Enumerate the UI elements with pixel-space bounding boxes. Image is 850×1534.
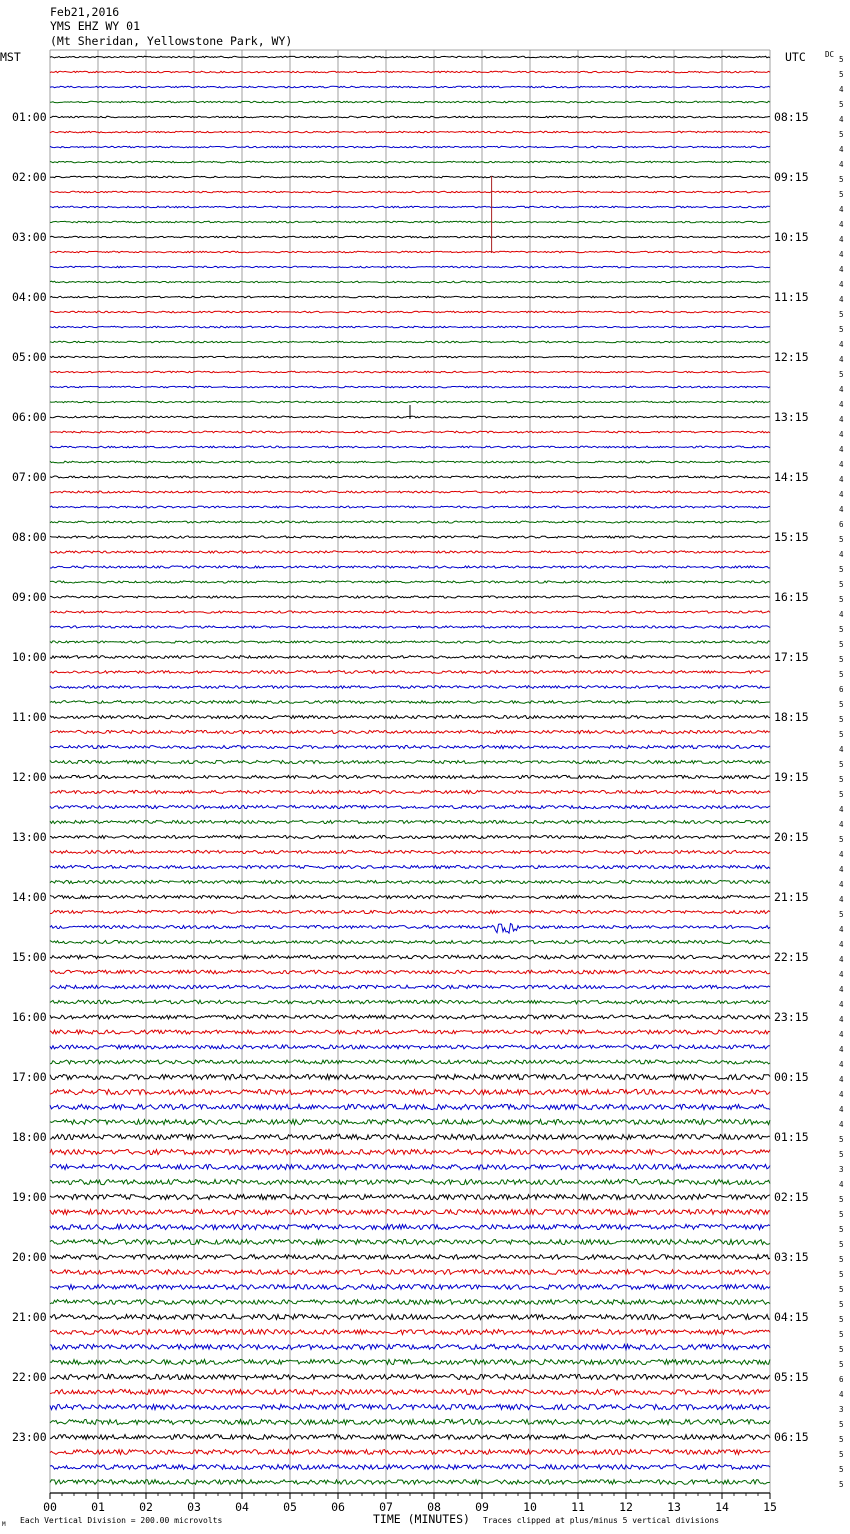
- trace-row: [50, 386, 770, 388]
- trace-row: [50, 910, 770, 913]
- dc-value: 4: [839, 490, 844, 499]
- trace-row: [50, 161, 770, 163]
- header-date: Feb21,2016: [50, 5, 120, 19]
- trace-row: [50, 56, 770, 58]
- left-hour-label: 12:00: [12, 770, 47, 784]
- trace-row: [50, 1480, 770, 1485]
- dc-value: 4: [839, 865, 844, 874]
- x-axis: [43, 1493, 777, 1514]
- trace-row: [50, 536, 770, 538]
- dc-value: 4: [839, 850, 844, 859]
- dc-value: 5: [839, 70, 844, 79]
- x-tick-label: 06: [331, 1500, 345, 1514]
- dc-value: 4: [839, 220, 844, 229]
- dc-value: 4: [839, 250, 844, 259]
- right-hour-label: 03:15: [774, 1250, 809, 1264]
- trace-row: [50, 581, 770, 583]
- trace-row: [50, 1209, 770, 1214]
- trace-row: [50, 790, 770, 793]
- trace-row: [50, 715, 770, 718]
- trace-rows: [50, 56, 770, 1484]
- dc-value: 5: [839, 1465, 844, 1474]
- trace-row: [50, 1285, 770, 1290]
- trace-row: [50, 1465, 770, 1470]
- dc-value: 4: [839, 1390, 844, 1399]
- dc-value: 4: [839, 1015, 844, 1024]
- x-tick-label: 09: [475, 1500, 489, 1514]
- trace-row: [50, 1374, 770, 1379]
- trace-row: [50, 1074, 770, 1079]
- header: [50, 5, 292, 48]
- trace-row: [50, 730, 770, 733]
- dc-value: 5: [839, 1210, 844, 1219]
- trace-row: [50, 1119, 770, 1124]
- trace-row: [50, 760, 770, 763]
- dc-value: 4: [839, 265, 844, 274]
- right-hour-label: 06:15: [774, 1430, 809, 1444]
- trace-row: [50, 955, 770, 959]
- left-hour-label: 04:00: [12, 290, 47, 304]
- dc-value: 4: [839, 805, 844, 814]
- right-hour-label: 22:15: [774, 950, 809, 964]
- trace-row: [50, 551, 770, 553]
- left-hour-label: 10:00: [12, 650, 47, 664]
- left-hour-label: 05:00: [12, 350, 47, 364]
- dc-value: 4: [839, 400, 844, 409]
- dc-value: 5: [839, 1450, 844, 1459]
- dc-value: 5: [839, 730, 844, 739]
- trace-row: [50, 1255, 770, 1260]
- left-hour-labels: [12, 110, 47, 1444]
- dc-value: 5: [839, 325, 844, 334]
- left-hour-label: 21:00: [12, 1310, 47, 1324]
- trace-row: [50, 970, 770, 974]
- trace-row: [50, 1435, 770, 1440]
- trace-row: [50, 1045, 770, 1049]
- right-timezone-label: UTC: [785, 50, 806, 64]
- trace-row: [50, 626, 770, 628]
- left-hour-label: 17:00: [12, 1070, 47, 1084]
- dc-value: 5: [839, 790, 844, 799]
- x-tick-label: 13: [667, 1500, 681, 1514]
- dc-value: 4: [839, 955, 844, 964]
- right-hour-label: 04:15: [774, 1310, 809, 1324]
- dc-value: 5: [839, 1315, 844, 1324]
- right-hour-label: 16:15: [774, 590, 809, 604]
- dc-value: 5: [839, 1270, 844, 1279]
- trace-row: [50, 1089, 770, 1094]
- left-hour-label: 14:00: [12, 890, 47, 904]
- dc-value: 5: [839, 1480, 844, 1489]
- trace-row: [50, 596, 770, 598]
- trace-row: [50, 431, 770, 433]
- dc-value: 5: [839, 130, 844, 139]
- trace-row: [50, 341, 770, 343]
- trace-row: [50, 86, 770, 88]
- dc-value: 4: [839, 475, 844, 484]
- trace-row: [50, 1164, 770, 1169]
- left-hour-label: 15:00: [12, 950, 47, 964]
- trace-row: [50, 895, 770, 898]
- dc-value: 4: [839, 295, 844, 304]
- dc-value: 4: [839, 1075, 844, 1084]
- x-tick-label: 01: [91, 1500, 105, 1514]
- dc-value: 5: [839, 1135, 844, 1144]
- dc-value: 5: [839, 1300, 844, 1309]
- trace-row: [50, 686, 770, 689]
- trace-row: [50, 940, 770, 943]
- left-timezone-label: MST: [0, 50, 21, 64]
- dc-value: 5: [839, 1435, 844, 1444]
- right-hour-label: 11:15: [774, 290, 809, 304]
- dc-value: 5: [839, 775, 844, 784]
- dc-value: 4: [839, 610, 844, 619]
- dc-value: 4: [839, 880, 844, 889]
- trace-row: [50, 221, 770, 223]
- dc-value: 5: [839, 175, 844, 184]
- left-hour-label: 11:00: [12, 710, 47, 724]
- dc-value: 5: [839, 700, 844, 709]
- trace-row: [50, 865, 770, 868]
- trace-row: [50, 1000, 770, 1004]
- trace-row: [50, 266, 770, 268]
- dc-value: 4: [839, 1120, 844, 1129]
- trace-row: [50, 850, 770, 853]
- right-hour-label: 18:15: [774, 710, 809, 724]
- trace-row: [50, 820, 770, 823]
- trace-row: [50, 311, 770, 313]
- trace-row: [50, 296, 770, 298]
- right-hour-label: 01:15: [774, 1130, 809, 1144]
- dc-value: 6: [839, 1375, 844, 1384]
- trace-row: [50, 1224, 770, 1229]
- dc-value: 5: [839, 1195, 844, 1204]
- dc-value: 5: [839, 1345, 844, 1354]
- right-hour-label: 05:15: [774, 1370, 809, 1384]
- trace-row: [50, 1015, 770, 1019]
- x-tick-label: 15: [763, 1500, 777, 1514]
- trace-row: [50, 1359, 770, 1364]
- trace-row: [50, 1389, 770, 1394]
- trace-row: [50, 671, 770, 674]
- right-hour-label: 00:15: [774, 1070, 809, 1084]
- right-hour-labels: [774, 110, 809, 1444]
- x-tick-label: 08: [427, 1500, 441, 1514]
- dc-value: 5: [839, 190, 844, 199]
- x-tick-label: 10: [523, 1500, 537, 1514]
- header-station: YMS EHZ WY 01: [50, 19, 141, 33]
- dc-value: 5: [839, 1255, 844, 1264]
- dc-value: 4: [839, 460, 844, 469]
- dc-value: 4: [839, 820, 844, 829]
- dc-value: 4: [839, 895, 844, 904]
- right-hour-label: 12:15: [774, 350, 809, 364]
- dc-value: 4: [839, 85, 844, 94]
- trace-row: [50, 1450, 770, 1455]
- right-hour-label: 10:15: [774, 230, 809, 244]
- left-hour-label: 01:00: [12, 110, 47, 124]
- trace-row: [50, 206, 770, 208]
- dc-value: 5: [839, 595, 844, 604]
- trace-row: [50, 356, 770, 358]
- trace-row: [50, 775, 770, 778]
- dc-value: 4: [839, 985, 844, 994]
- trace-row: [50, 326, 770, 328]
- dc-value: 5: [839, 1150, 844, 1159]
- trace-row: [50, 641, 770, 643]
- left-hour-label: 03:00: [12, 230, 47, 244]
- dc-value: 4: [839, 160, 844, 169]
- trace-row: [50, 1060, 770, 1064]
- dc-value: 4: [839, 430, 844, 439]
- right-hour-label: 09:15: [774, 170, 809, 184]
- trace-row: [50, 835, 770, 838]
- dc-value: 4: [839, 1045, 844, 1054]
- trace-row: [50, 116, 770, 118]
- dc-value: 3: [839, 1165, 844, 1174]
- trace-row: [50, 1329, 770, 1334]
- dc-value: 4: [839, 145, 844, 154]
- x-tick-label: 04: [235, 1500, 249, 1514]
- trace-row: [50, 506, 770, 508]
- dc-value: 4: [839, 940, 844, 949]
- dc-value: 4: [839, 1000, 844, 1009]
- dc-value: 5: [839, 625, 844, 634]
- corner-mark: M: [2, 1521, 6, 1528]
- trace-row: [50, 880, 770, 883]
- right-hour-label: 02:15: [774, 1190, 809, 1204]
- right-hour-label: 17:15: [774, 650, 809, 664]
- trace-row: [50, 1030, 770, 1034]
- dc-value: 4: [839, 970, 844, 979]
- dc-value: 4: [839, 115, 844, 124]
- right-hour-label: 21:15: [774, 890, 809, 904]
- right-hour-label: 19:15: [774, 770, 809, 784]
- left-hour-label: 23:00: [12, 1430, 47, 1444]
- right-hour-label: 08:15: [774, 110, 809, 124]
- x-tick-label: 14: [715, 1500, 729, 1514]
- dc-value: 5: [839, 370, 844, 379]
- dc-value: 3: [839, 1405, 844, 1414]
- trace-row: [50, 611, 770, 613]
- x-tick-label: 02: [139, 1500, 153, 1514]
- dc-value: 4: [839, 385, 844, 394]
- trace-row: [50, 476, 770, 478]
- x-tick-label: 12: [619, 1500, 633, 1514]
- dc-value: 5: [839, 655, 844, 664]
- trace-row: [50, 491, 770, 493]
- trace-row: [50, 1179, 770, 1184]
- dc-value: 4: [839, 925, 844, 934]
- left-hour-label: 02:00: [12, 170, 47, 184]
- dc-value: 5: [839, 1225, 844, 1234]
- trace-row: [50, 371, 770, 373]
- trace-row: [50, 1134, 770, 1139]
- dc-value: 6: [839, 520, 844, 529]
- trace-row: [50, 446, 770, 448]
- dc-value: 5: [839, 580, 844, 589]
- clip-note: Traces clipped at plus/minus 5 vertical divisions: [483, 1516, 720, 1525]
- dc-value: 5: [839, 715, 844, 724]
- trace-row: [50, 461, 770, 463]
- right-hour-label: 23:15: [774, 1010, 809, 1024]
- dc-values: [839, 55, 844, 1489]
- right-hour-label: 20:15: [774, 830, 809, 844]
- left-hour-label: 22:00: [12, 1370, 47, 1384]
- dc-value: 5: [839, 640, 844, 649]
- trace-row: [50, 1300, 770, 1305]
- dc-value: 4: [839, 445, 844, 454]
- left-hour-label: 19:00: [12, 1190, 47, 1204]
- trace-row: [50, 101, 770, 103]
- trace-row: [50, 701, 770, 704]
- left-hour-label: 20:00: [12, 1250, 47, 1264]
- left-hour-label: 13:00: [12, 830, 47, 844]
- trace-row: [50, 985, 770, 989]
- trace-row: [50, 281, 770, 283]
- x-tick-label: 03: [187, 1500, 201, 1514]
- trace-row: [50, 1404, 770, 1409]
- trace-row: [50, 566, 770, 568]
- dc-value: 5: [839, 835, 844, 844]
- x-tick-label: 07: [379, 1500, 393, 1514]
- dc-value: 5: [839, 100, 844, 109]
- right-hour-label: 15:15: [774, 530, 809, 544]
- dc-value: 5: [839, 1360, 844, 1369]
- dc-value: 5: [839, 670, 844, 679]
- trace-row: [50, 1149, 770, 1154]
- dc-value: 6: [839, 685, 844, 694]
- left-hour-label: 09:00: [12, 590, 47, 604]
- trace-row: [50, 1194, 770, 1199]
- trace-row: [50, 1104, 770, 1109]
- dc-value: 4: [839, 205, 844, 214]
- trace-row: [50, 1270, 770, 1275]
- dc-value: 5: [839, 1420, 844, 1429]
- dc-value: 4: [839, 340, 844, 349]
- dc-value: 4: [839, 280, 844, 289]
- left-hour-label: 06:00: [12, 410, 47, 424]
- trace-row: [50, 176, 770, 178]
- trace-row: [50, 71, 770, 73]
- trace-row: [50, 805, 770, 808]
- dc-value: 4: [839, 1105, 844, 1114]
- scale-note: Each Vertical Division = 200.00 microvolts: [20, 1516, 223, 1525]
- trace-row: [50, 251, 770, 253]
- trace-row: [50, 401, 770, 403]
- dc-value: 4: [839, 505, 844, 514]
- dc-value: 4: [839, 1090, 844, 1099]
- dc-value: 5: [839, 910, 844, 919]
- right-hour-label: 14:15: [774, 470, 809, 484]
- dc-value: 5: [839, 760, 844, 769]
- trace-row: [50, 521, 770, 523]
- dc-value: 4: [839, 415, 844, 424]
- x-tick-label: 00: [43, 1500, 57, 1514]
- x-axis-label: TIME (MINUTES): [373, 1512, 470, 1526]
- dc-value: 5: [839, 535, 844, 544]
- dc-value: 5: [839, 310, 844, 319]
- dc-value: 4: [839, 1030, 844, 1039]
- trace-row: [50, 656, 770, 659]
- header-location: (Mt Sheridan, Yellowstone Park, WY): [50, 34, 293, 48]
- trace-row: [50, 1239, 770, 1244]
- dc-value: 5: [839, 1330, 844, 1339]
- dc-value: 4: [839, 355, 844, 364]
- dc-value: 5: [839, 1240, 844, 1249]
- x-tick-label: 11: [571, 1500, 585, 1514]
- trace-row: [50, 1314, 770, 1319]
- dc-label: DC: [825, 50, 835, 59]
- trace-row: [50, 191, 770, 193]
- trace-row: [50, 131, 770, 133]
- left-hour-label: 08:00: [12, 530, 47, 544]
- trace-row: [50, 146, 770, 148]
- trace-row: [50, 1344, 770, 1349]
- dc-value: 4: [839, 1060, 844, 1069]
- right-hour-label: 13:15: [774, 410, 809, 424]
- dc-value: 5: [839, 565, 844, 574]
- dc-value: 5: [839, 1285, 844, 1294]
- trace-row: [50, 745, 770, 748]
- trace-row: [50, 236, 770, 238]
- dc-value: 4: [839, 1180, 844, 1189]
- left-hour-label: 07:00: [12, 470, 47, 484]
- trace-row: [50, 1419, 770, 1424]
- dc-value: 5: [839, 55, 844, 64]
- left-hour-label: 16:00: [12, 1010, 47, 1024]
- trace-row: [50, 924, 770, 934]
- left-hour-label: 18:00: [12, 1130, 47, 1144]
- dc-value: 4: [839, 235, 844, 244]
- dc-value: 4: [839, 550, 844, 559]
- x-tick-label: 05: [283, 1500, 297, 1514]
- dc-value: 4: [839, 745, 844, 754]
